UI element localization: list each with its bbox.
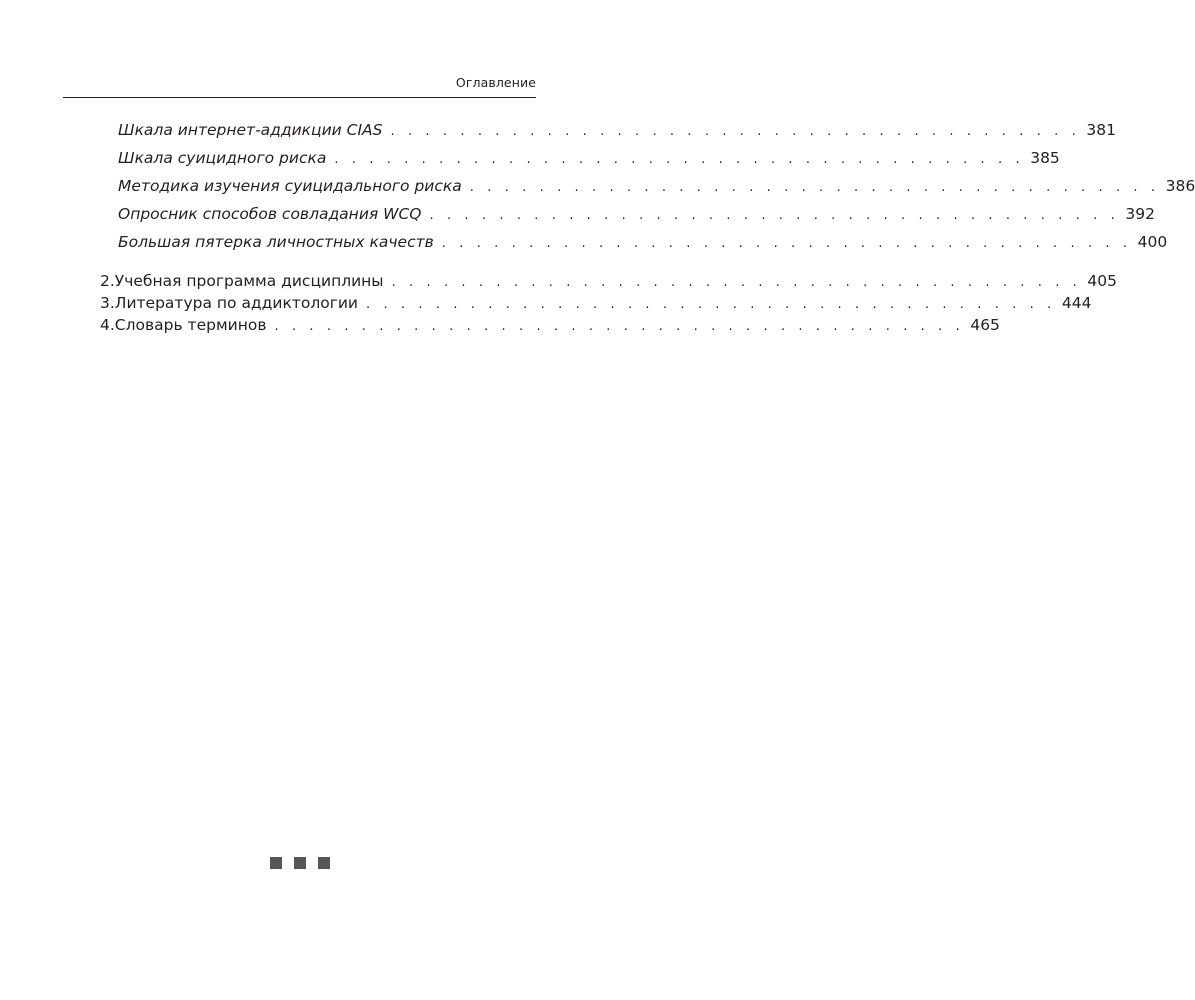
- toc-entry-number: 4.: [100, 316, 115, 334]
- toc-entry-title: Большая пятерка личностных качеств: [118, 233, 434, 251]
- toc-subentry[interactable]: [118, 147, 1060, 169]
- toc-entry-title: Литература по аддиктологии: [114, 294, 358, 312]
- toc-entry-title: Опросник способов совладания WCQ: [118, 205, 422, 223]
- leader-dots: . . . . . . . . . . . . . . . . . . . . . . . . . . . . . . . . . . . . . . . .: [390, 124, 1081, 139]
- toc-entry[interactable]: [100, 270, 1118, 292]
- square-mark-icon: [270, 857, 282, 869]
- toc-entry[interactable]: [100, 314, 1000, 336]
- toc-entry-title: Учебная программа дисциплины: [114, 272, 384, 290]
- toc-page-number: 444: [1061, 294, 1092, 312]
- toc-entry-title: Шкала суицидного риска: [118, 149, 327, 167]
- toc-entry-title: Шкала интернет-аддикции CIAS: [118, 121, 383, 139]
- toc-entry-number: 2.: [100, 272, 115, 290]
- toc-entry[interactable]: [100, 292, 1092, 314]
- toc-page-number: 386: [1165, 177, 1195, 195]
- leader-dots: . . . . . . . . . . . . . . . . . . . . . . . . . . . . . . . . . . . . . . . .: [429, 208, 1120, 223]
- leader-dots: . . . . . . . . . . . . . . . . . . . . . . . . . . . . . . . . . . . . . . . .: [441, 236, 1132, 251]
- toc-subentry[interactable]: [118, 203, 1155, 225]
- leader-dots: . . . . . . . . . . . . . . . . . . . . . . . . . . . . . . . . . . . . . . . .: [469, 180, 1160, 195]
- toc-subentry[interactable]: [118, 175, 1195, 197]
- toc-page-number: 405: [1087, 272, 1118, 290]
- leader-dots: . . . . . . . . . . . . . . . . . . . . . . . . . . . . . . . . . . . . . . . .: [274, 319, 965, 334]
- toc-entry-number: 3.: [100, 294, 115, 312]
- toc-page-number: 385: [1030, 149, 1060, 167]
- square-mark-icon: [294, 857, 306, 869]
- leader-dots: . . . . . . . . . . . . . . . . . . . . . . . . . . . . . . . . . . . . . . . .: [334, 152, 1025, 167]
- toc-page-number: 400: [1137, 233, 1168, 251]
- toc-entry-title: Словарь терминов: [114, 316, 267, 334]
- toc-entry-title: Методика изучения суицидального риска: [118, 177, 462, 195]
- square-mark-icon: [318, 857, 330, 869]
- header-rule: [63, 97, 536, 98]
- leader-dots: . . . . . . . . . . . . . . . . . . . . . . . . . . . . . . . . . . . . . . . .: [391, 275, 1082, 290]
- toc-page-number: 381: [1086, 121, 1116, 139]
- leader-dots: . . . . . . . . . . . . . . . . . . . . . . . . . . . . . . . . . . . . . . . .: [366, 297, 1056, 312]
- running-head: Оглавление: [455, 75, 536, 90]
- toc-subentry[interactable]: [118, 231, 1168, 253]
- toc-subentry[interactable]: [118, 119, 1116, 141]
- end-of-section-marks: [270, 857, 330, 869]
- toc-page-number: 392: [1125, 205, 1155, 223]
- toc-page-number: 465: [970, 316, 1000, 334]
